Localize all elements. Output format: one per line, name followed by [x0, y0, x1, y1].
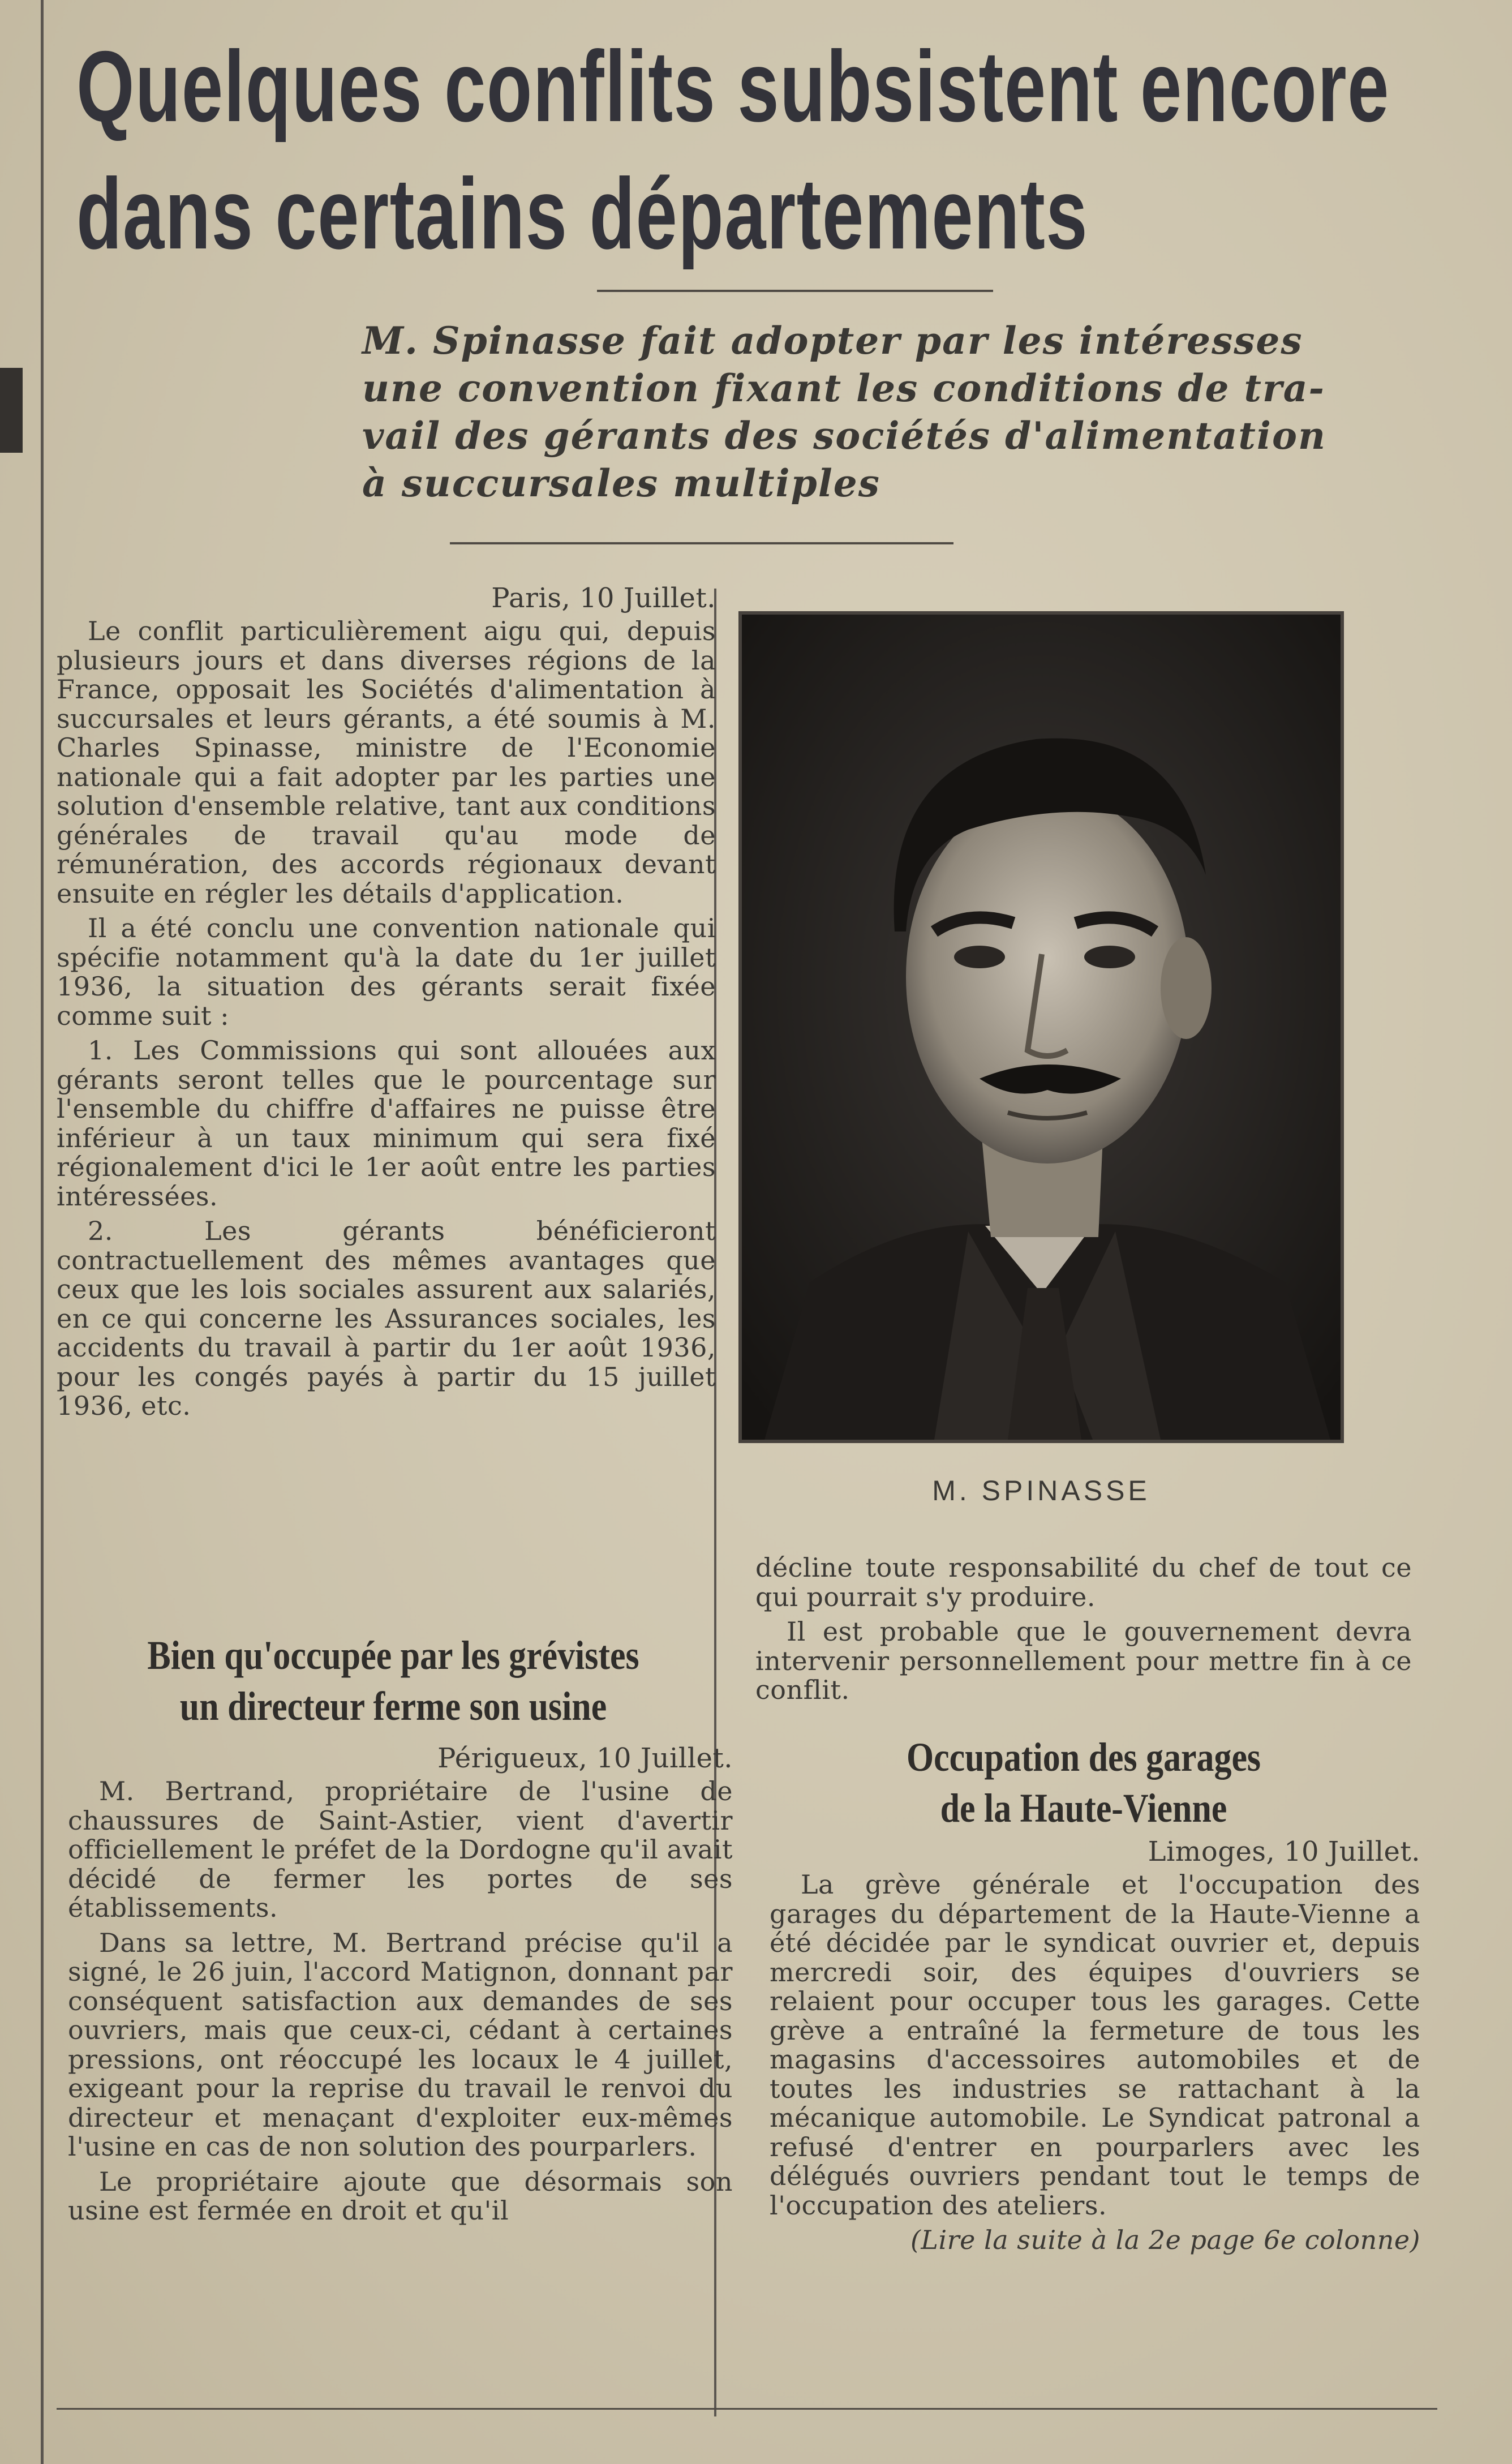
paragraph: Dans sa lettre, M. Bertrand précise qu'il a signé, le 26 juin, l'accord Matignon, donnant par conséquent satisfaction aux demandes de ses ouvriers, mais que ceux-ci, cédant à certaines pressions, ont réoccupé les locaux le 4 juillet, exigeant pour la reprise du travail le renvoi du directeur et menaçant d'exploiter eux-mêmes l'usine en cas de non solution des pourparlers.: [68, 1927, 733, 2162]
dateline: Paris, 10 Juillet.: [491, 582, 716, 614]
article-usine-body: [68, 1743, 733, 2231]
article-title: [109, 1630, 678, 1732]
article-usine: [62, 1630, 724, 1732]
photo-caption: M. SPINASSE: [932, 1475, 1150, 1506]
headline-rule: [597, 290, 993, 292]
deck-line: une convention fixant les conditions de tra-: [362, 366, 1325, 410]
headline: [76, 23, 1390, 277]
article-title-line: un directeur ferme son usine: [179, 1684, 607, 1729]
portrait-photo: [738, 611, 1344, 1443]
article-garages: [753, 1732, 1415, 1834]
adjacent-column-fragment: [0, 368, 23, 453]
headline-line: dans certains départements: [76, 157, 1089, 270]
article-usine-continuation: [755, 1553, 1412, 1711]
portrait-image: [742, 615, 1341, 1440]
article-title-line: de la Haute-Vienne: [940, 1785, 1227, 1831]
bottom-rule: [57, 2408, 1437, 2410]
paragraph: M. Bertrand, propriétaire de l'usine de chaussures de Saint-Astier, vient d'avertir officiellement le préfet de la Dordogne qu'il avait décidé de fermer les portes de ses établissements.: [68, 1776, 733, 1923]
paragraph: 1. Les Commissions qui sont allouées aux gérants seront telles que le pourcentage sur l'ensemble du chiffre d'affaires ne puisse être inférieur à un taux minimum qui sera fixé régionalement d'ici le 1er août entre les parties intéressées.: [57, 1035, 716, 1212]
paragraph: La grève générale et l'occupation des garages du département de la Haute-Vienne a été décidée par le syndicat ouvrier et, depuis mercredi soir, des équipes d'ouvriers se relaient pour occuper tous les garages. Cette grève a entraîné la fermeture de tous les magasins d'accessoires automobiles et de toutes les industries se rattachant à la mécanique automobile. Le Syndicat patronal a refusé d'entrer en pourparlers avec les délégués ouvriers pendant tout le temps de l'occupation des ateliers.: [770, 1869, 1420, 2221]
paragraph: Il est probable que le gouvernement devra intervenir personnellement pour mettre fin à ce conflit.: [755, 1616, 1412, 1705]
article-title-line: Occupation des garages: [906, 1735, 1261, 1780]
deck-line: à succursales multiples: [362, 461, 880, 505]
paragraph: décline toute responsabilité du chef de tout ce qui pourrait s'y produire.: [755, 1552, 1412, 1612]
article-title-line: Bien qu'occupée par les grévistes: [147, 1633, 639, 1678]
paragraph: Le propriétaire ajoute que désormais son usine est fermée en droit et qu'il: [68, 2166, 733, 2226]
paragraph: Il a été conclu une convention nationale qui spécifie notamment qu'à la date du 1er juillet 1936, la situation des gérants serait fixée comme suit :: [57, 913, 716, 1031]
paragraph: 2. Les gérants bénéficieront contractuellement des mêmes avantages que ceux que les lois sociales assurent aux salariés, en ce qui concerne les Assurances sociales, les accidents du travail à partir du 1er août 1936, pour les congés payés à partir du 15 juillet 1936, etc.: [57, 1216, 716, 1421]
headline-line: Quelques conflits subsistent encore: [76, 30, 1390, 143]
deck-line: vail des gérants des sociétés d'alimentation: [362, 414, 1327, 458]
deck-line: M. Spinasse fait adopter par les intéresses: [362, 319, 1303, 363]
left-column-rule: [41, 0, 44, 2464]
deck-rule: [450, 542, 953, 544]
continued-note: (Lire la suite à la 2e page 6e colonne): [910, 2225, 1420, 2255]
paragraph: Le conflit particulièrement aigu qui, depuis plusieurs jours et dans diverses régions de la France, opposait les Sociétés d'alimentation à succursales et leurs gérants, a été soumis à M. Charles Spinasse, ministre de l'Economie nationale qui a fait adopter par les parties une solution d'ensemble relative, tant aux conditions générales de travail qu'au mode de rémunération, des accords régionaux devant ensuite en régler les détails d'application.: [57, 616, 716, 909]
dateline: Limoges, 10 Juillet.: [1148, 1836, 1420, 1868]
article-garages-body: [770, 1836, 1420, 2261]
article-title: [799, 1732, 1368, 1834]
dateline: Périgueux, 10 Juillet.: [437, 1742, 733, 1774]
deck: [362, 317, 1392, 507]
main-article: [57, 583, 716, 1427]
